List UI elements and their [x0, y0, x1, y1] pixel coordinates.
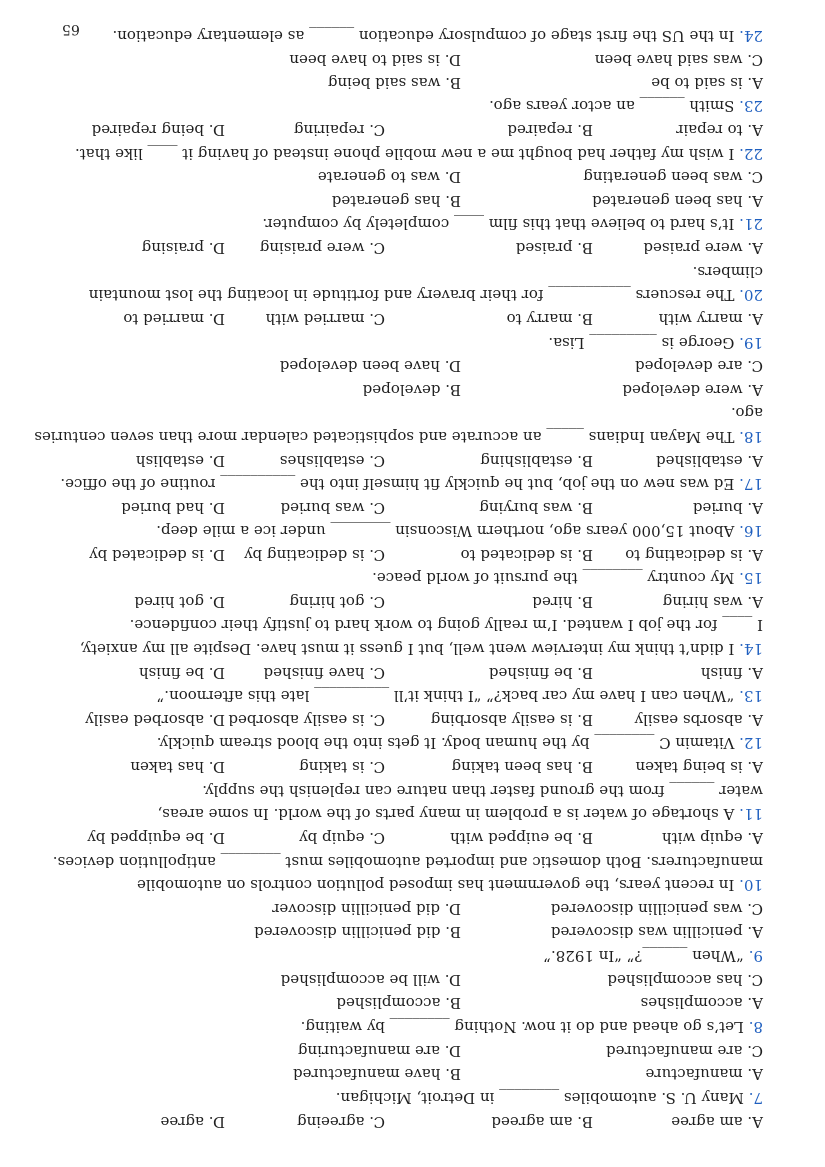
question-8: [301, 1018, 763, 1036]
option-13a: A. finish: [700, 664, 763, 682]
question-11-cont: water ______ from the ground faster than nature can replenish the supply.: [202, 782, 763, 800]
question-stem: Ed was new on the job, but he quickly fit himself into the __________ routine of the office.: [60, 475, 735, 493]
question-number: 20.: [739, 286, 763, 304]
option-8b: B. accomplished: [336, 994, 461, 1012]
question-number: 14.: [739, 640, 763, 658]
option-16d: D. had buried: [121, 499, 225, 517]
option-18b: B. developed: [362, 381, 461, 399]
option-8c: C. has accomplished: [607, 971, 763, 989]
question-10-cont: manufacturers. Both domestic and imported automobiles must ________ antipollution devices.: [52, 853, 763, 871]
question-18-cont: ago.: [730, 404, 763, 422]
question-number: 22.: [739, 145, 763, 163]
option-15a: A. is dedicating to: [625, 546, 763, 564]
option-15c: C. is dedicating by: [244, 546, 385, 564]
option-10c: C. equip by: [299, 829, 385, 847]
question-11: [157, 805, 763, 823]
question-17: [60, 475, 763, 493]
option-18a: A. were developed: [622, 381, 763, 399]
question-number: 15.: [739, 569, 763, 587]
option-16c: C. was buried: [280, 499, 385, 517]
option-8d: D. will be accomplished: [280, 971, 461, 989]
question-9: [543, 947, 763, 965]
option-20a: A. were praised: [643, 239, 763, 257]
question-number: 24.: [739, 27, 763, 45]
option-14d: D. got hired: [134, 593, 225, 611]
option-7a: A. manufacture: [645, 1065, 763, 1083]
option-21c: C. was been generating: [583, 168, 763, 186]
option-19c: C. married with: [265, 310, 385, 328]
question-number: 8.: [748, 1018, 763, 1036]
option-20d: D. praising: [141, 239, 225, 257]
option-19a: A. marry with: [658, 310, 763, 328]
option-23b: B. was said being: [327, 74, 461, 92]
question-23: [489, 97, 763, 115]
question-stem: Vitamin C ________ by the human body. It gets into the blood stream quickly.: [156, 734, 735, 752]
question-number: 23.: [739, 97, 763, 115]
question-24: [112, 27, 763, 45]
question-stem: Smith ______ an actor years ago.: [489, 97, 735, 115]
option-17d: D. establish: [135, 452, 225, 470]
question-14: [80, 640, 763, 658]
question-18: [34, 428, 763, 446]
option-9a: A. penicillin was discovered: [550, 923, 763, 941]
option-10d: D. be equipped by: [87, 829, 225, 847]
option-7c: C. are manufactured: [606, 1042, 763, 1060]
option-13b: B. be finished: [488, 664, 593, 682]
option-19d: D. married to: [123, 310, 225, 328]
question-stem: I wish my father had bought me a new mobile phone instead of having it ____ like that.: [74, 145, 735, 163]
question-stem: My country ________ the pursuit of world peace.: [372, 569, 735, 587]
option-22b: B. repaired: [507, 121, 593, 139]
option-11d: D. has taken: [130, 758, 225, 776]
question-stem: “When ______?” “In 1928.”: [543, 947, 744, 965]
option-11a: A. is being taken: [635, 758, 763, 776]
option-22c: C. repairing: [293, 121, 385, 139]
option-13d: D. be finish: [138, 664, 225, 682]
question-13: [157, 687, 763, 705]
question-14-cont: I ____ for the job I wanted. I’m really going to work hard to justify their confidence.: [129, 616, 763, 634]
question-number: 13.: [739, 687, 763, 705]
question-21: [262, 215, 763, 233]
option-21b: B. has generated: [331, 192, 461, 210]
question-number: 9.: [748, 947, 763, 965]
question-20: [89, 286, 763, 304]
question-stem: The rescuers ___________ for their bravery and fortitude in locating the lost mountain: [88, 286, 735, 304]
option-9c: C. was penicillin discovered: [550, 900, 763, 918]
option-20b: B. praised: [515, 239, 593, 257]
question-15: [372, 569, 763, 587]
question-number: 18.: [739, 428, 763, 446]
question-stem: It’s hard to believe that this film ____ completely by computer.: [262, 215, 735, 233]
question-16: [156, 522, 763, 540]
option-16b: B. was burying: [479, 499, 593, 517]
option-6c: C. agreeing: [296, 1113, 385, 1131]
question-number: 21.: [739, 215, 763, 233]
option-23a: A. is said to be: [651, 74, 763, 92]
question-stem: Let’s go ahead and do it now. Nothing ________ by waiting.: [300, 1018, 744, 1036]
option-9b: B. did penicillin discovered: [254, 923, 461, 941]
question-stem: About 15,000 years ago, northern Wisconsin ________ under ice a mile deep.: [156, 522, 735, 540]
option-6a: A. am agree: [671, 1113, 763, 1131]
option-23d: D. is said to have been: [289, 51, 461, 69]
option-7b: B. have manufactured: [292, 1065, 461, 1083]
option-12c: C. is easily absorbed: [228, 711, 385, 729]
option-17b: B. establishing: [480, 452, 593, 470]
option-21a: A. has been generated: [592, 192, 763, 210]
option-13c: C. have finished: [263, 664, 385, 682]
option-12b: B. is easily absorbing: [430, 711, 593, 729]
question-number: 17.: [739, 475, 763, 493]
question-10: [137, 876, 763, 894]
question-stem: Many U. S. automobiles ________ in Detroit, Michigan.: [335, 1089, 744, 1107]
question-stem: I didn’t think my interview went well, but I guess it must have. Despite all my anxiety,: [79, 640, 735, 658]
option-22a: A. to repair: [676, 121, 763, 139]
option-21d: D. was to generate: [317, 168, 461, 186]
option-17a: A. established: [656, 452, 763, 470]
question-20-cont: climbers.: [692, 263, 763, 281]
option-11b: B. has been taking: [451, 758, 593, 776]
question-stem: The Mayan Indians _____ an accurate and sophisticated calendar more than seven centuries: [34, 428, 735, 446]
question-number: 19.: [739, 334, 763, 352]
option-10a: A. equip with: [661, 829, 763, 847]
option-17c: C. establishes: [279, 452, 385, 470]
question-22: [75, 145, 763, 163]
option-19b: B. marry to: [506, 310, 593, 328]
option-14c: C. got hiring: [289, 593, 385, 611]
option-20c: C. were praising: [259, 239, 385, 257]
question-stem: George is _________ Lisa.: [548, 334, 735, 352]
option-18c: C. are developed: [635, 357, 763, 375]
question-stem: In recent years, the government has imposed pollution controls on automobile: [136, 876, 735, 894]
option-16a: A. buried: [692, 499, 763, 517]
option-14a: A. was hiring: [662, 593, 763, 611]
option-14b: B. hired: [532, 593, 593, 611]
option-12a: A. absorbs easily: [634, 711, 763, 729]
question-number: 10.: [739, 876, 763, 894]
option-8a: A. accomplishes: [640, 994, 763, 1012]
option-23c: C. was said have been: [594, 51, 763, 69]
option-7d: D. are manufacturing: [297, 1042, 461, 1060]
option-6d: D. agree: [160, 1113, 225, 1131]
option-15b: B. is dedicated to: [460, 546, 593, 564]
question-number: 12.: [739, 734, 763, 752]
option-10b: B. be euipped with: [450, 829, 593, 847]
option-11c: C. is taking: [299, 758, 385, 776]
question-stem: “When can I have my car back?” “I think it’ll __________ late this afternoon.”: [156, 687, 735, 705]
option-22d: D. being repaired: [91, 121, 225, 139]
option-6b: B. am agreed: [491, 1113, 593, 1131]
question-number: 11.: [739, 805, 763, 823]
question-stem: In the US the first stage of compulsory education ______ as elementary education.: [112, 27, 735, 45]
question-stem: A shortage of water is a problem in many parts of the world. In some areas,: [157, 805, 735, 823]
option-9d: D. did penicillin discover: [272, 900, 461, 918]
question-7: [336, 1089, 763, 1107]
option-12d: D. absorbed easily: [85, 711, 225, 729]
option-15d: D. is dedicated by: [89, 546, 225, 564]
page-number: 65: [62, 21, 80, 37]
option-18d: D. have been developed: [279, 357, 461, 375]
question-19: [548, 334, 763, 352]
question-number: 7.: [748, 1089, 763, 1107]
question-number: 16.: [739, 522, 763, 540]
question-12: [157, 734, 763, 752]
